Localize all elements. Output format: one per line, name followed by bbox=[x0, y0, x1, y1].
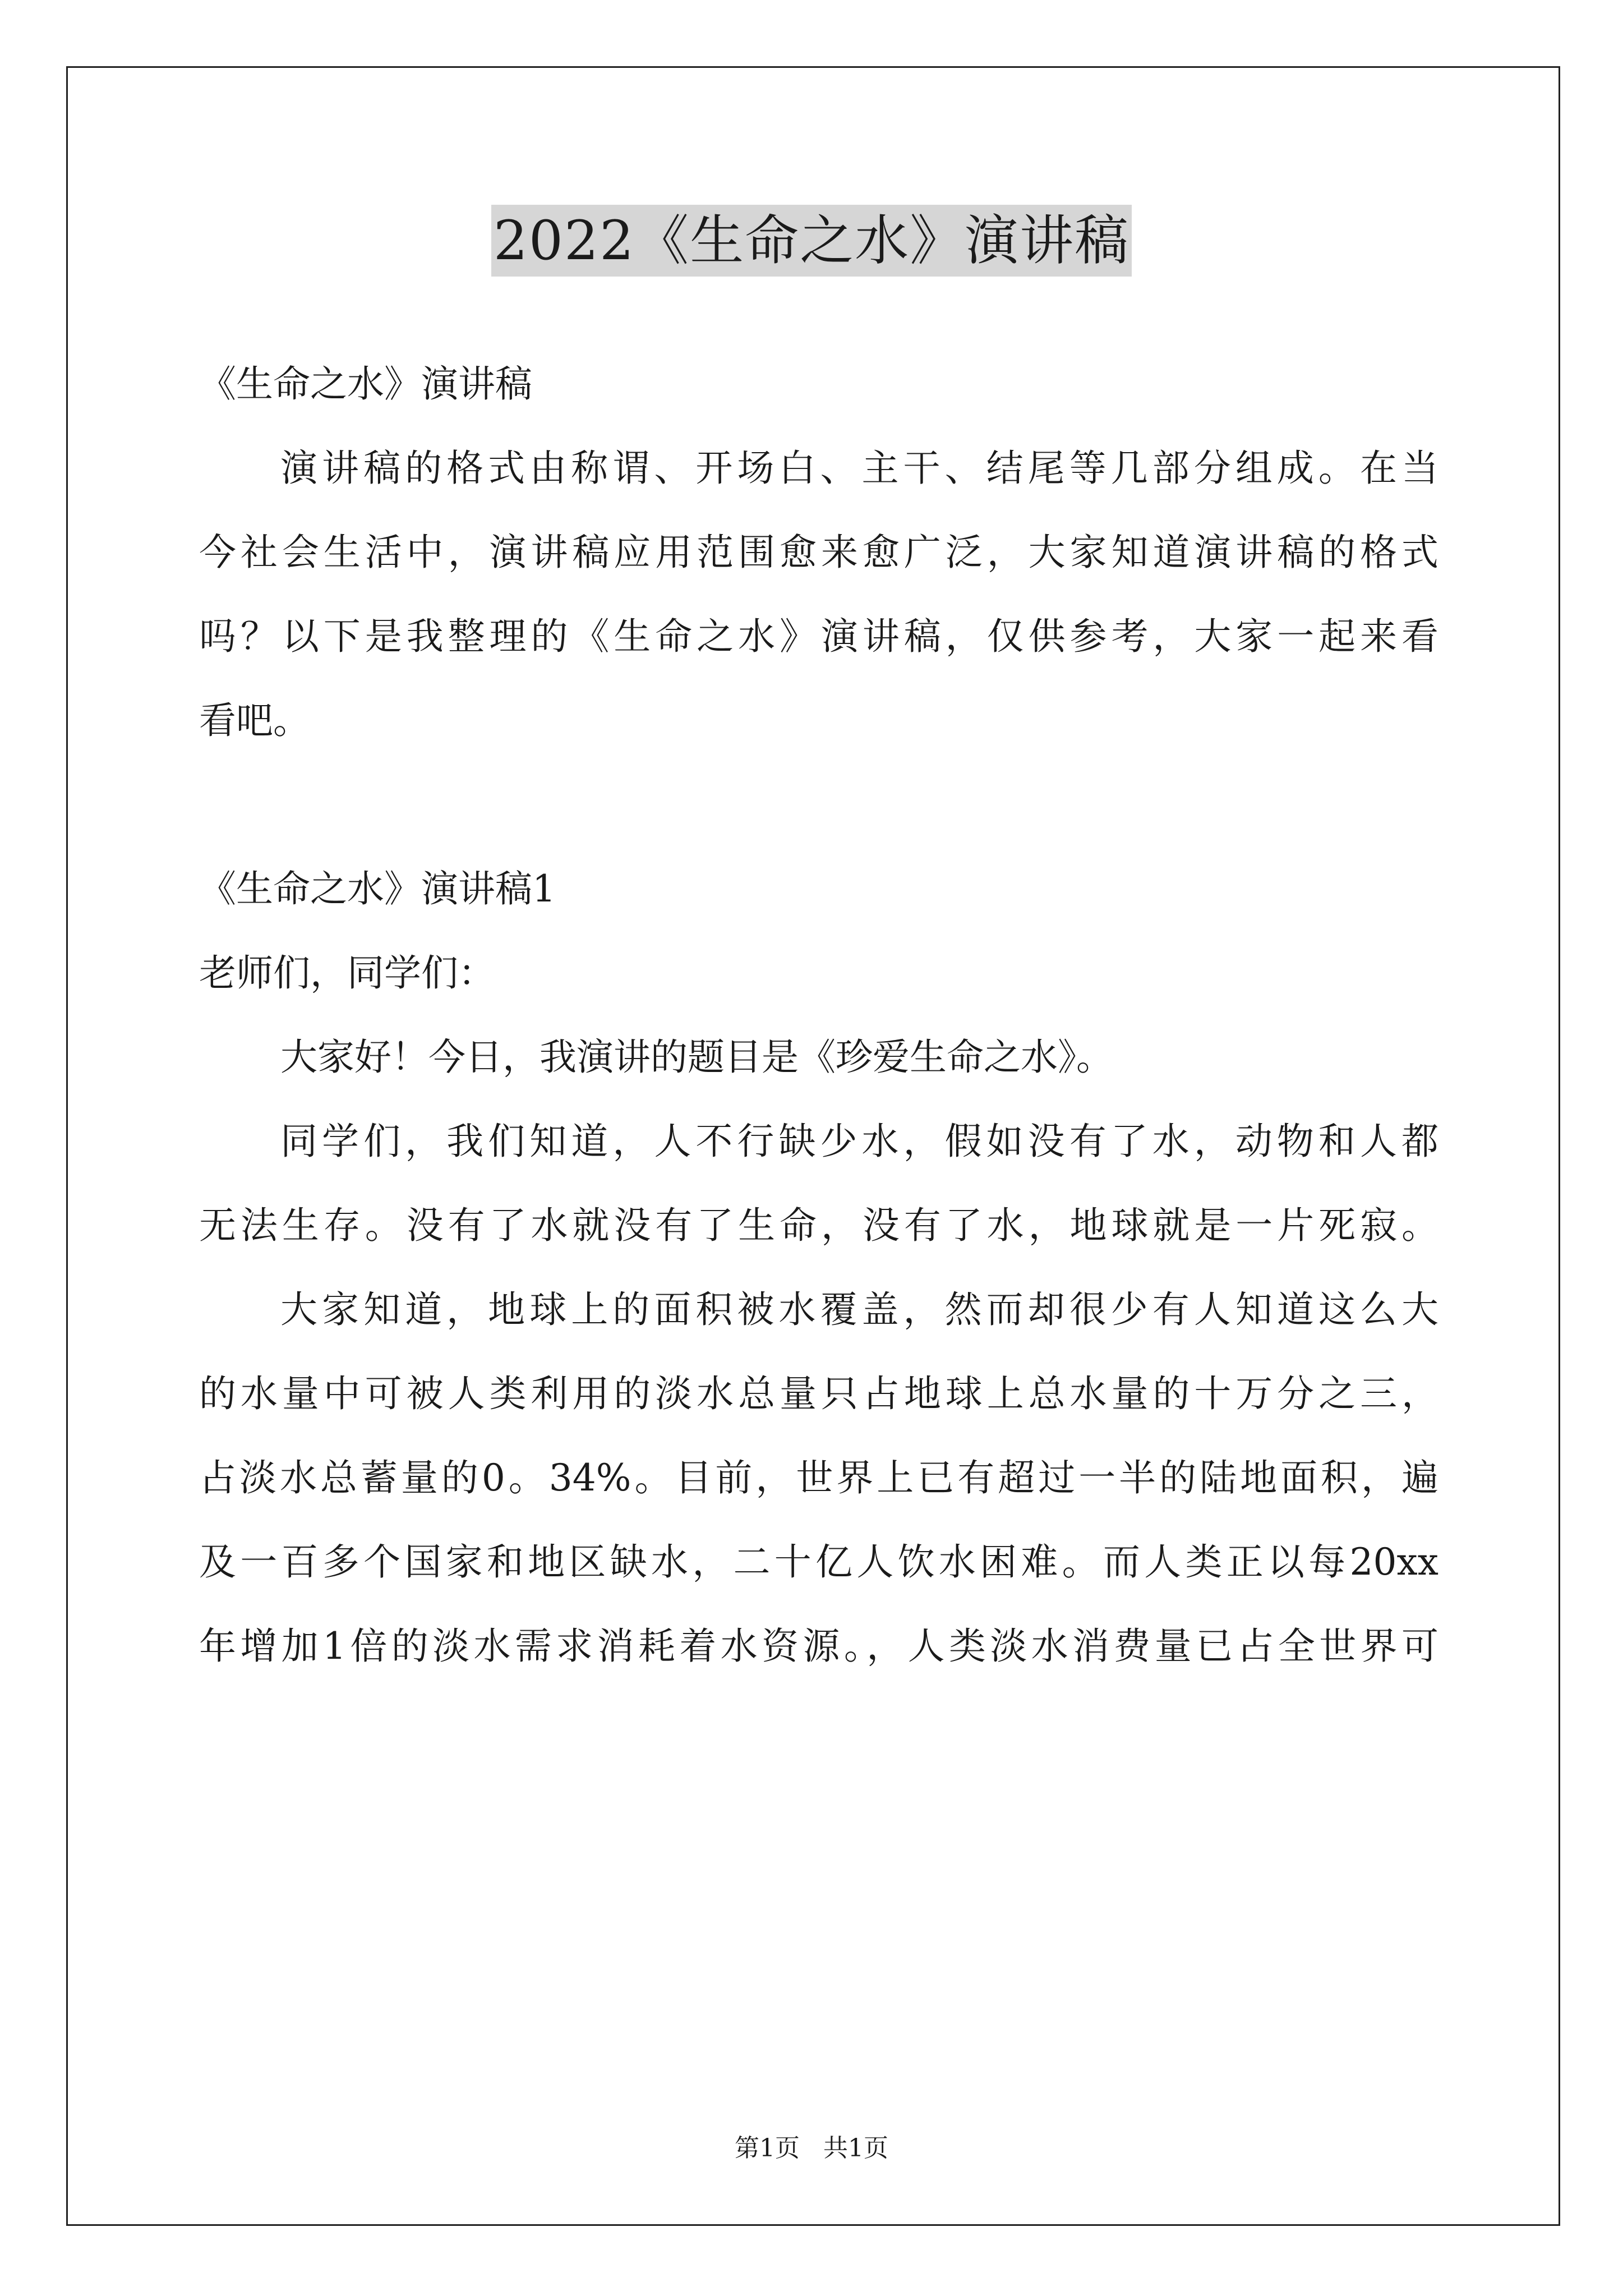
section-gap bbox=[199, 763, 1438, 847]
page-footer bbox=[0, 2132, 1623, 2165]
intro-line: 演讲稿的格式由称谓、开场白、主干、结尾等几部分组成。在当 bbox=[280, 447, 1438, 490]
paragraph-1: 大家好！今日，我演讲的题目是《珍爱生命之水》。 bbox=[280, 1036, 1113, 1079]
intro-line: 今社会生活中，演讲稿应用范围愈来愈广泛，大家知道演讲稿的格式 bbox=[199, 531, 1438, 574]
paragraph-3-line: 大家知道，地球上的面积被水覆盖，然而却很少有人知道这么大 bbox=[280, 1288, 1438, 1331]
page-number: 第1页 bbox=[735, 2134, 800, 2162]
paragraph-2-line: 同学们，我们知道，人不行缺少水，假如没有了水，动物和人都 bbox=[280, 1120, 1438, 1163]
paragraph-3-line: 的水量中可被人类利用的淡水总量只占地球上总水量的十万分之三， bbox=[199, 1372, 1438, 1415]
intro-line: 看吧。 bbox=[199, 699, 310, 742]
salutation: 老师们，同学们： bbox=[199, 951, 495, 995]
paragraph-2-line: 无法生存。没有了水就没有了生命，没有了水，地球就是一片死寂。 bbox=[199, 1204, 1438, 1247]
paragraph-3-line: 及一百多个国家和地区缺水，二十亿人饮水困难。而人类正以每20xx bbox=[199, 1540, 1438, 1584]
paragraph-3-line: 占淡水总蓄量的0。34%。目前，世界上已有超过一半的陆地面积，遍 bbox=[199, 1456, 1438, 1499]
document-body bbox=[199, 342, 1438, 1688]
title-container bbox=[0, 205, 1623, 277]
section-heading: 《生命之水》演讲稿1 bbox=[199, 867, 556, 910]
page-total: 共1页 bbox=[823, 2134, 888, 2162]
paragraph-3-line: 年增加1倍的淡水需求消耗着水资源。，人类淡水消费量已占全世界可 bbox=[199, 1625, 1438, 1668]
intro-line: 吗？以下是我整理的《生命之水》演讲稿，仅供参考，大家一起来看 bbox=[199, 615, 1438, 658]
document-title: 2022《生命之水》演讲稿 bbox=[491, 205, 1132, 277]
document-subtitle: 《生命之水》演讲稿 bbox=[199, 362, 532, 406]
